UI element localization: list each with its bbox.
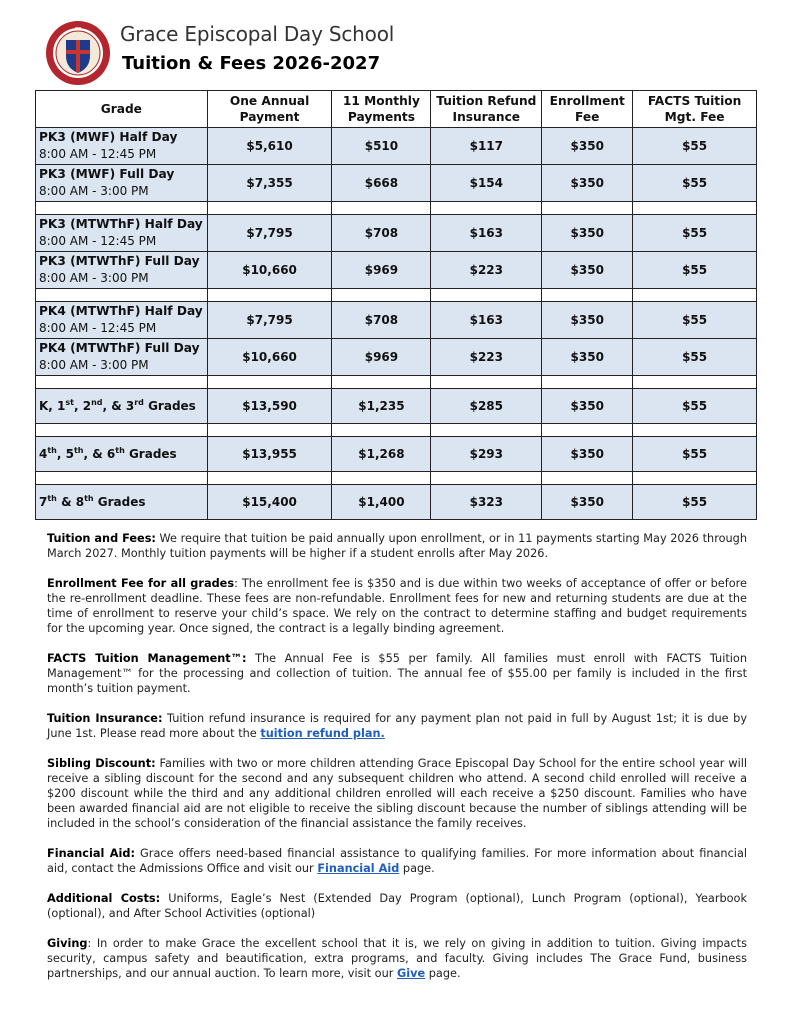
insurance-cell: $323 [431, 485, 542, 520]
grade-name: PK3 (MTWThF) Half Day [39, 217, 203, 231]
grade-time: 8:00 AM - 12:45 PM [39, 234, 157, 248]
insurance-cell: $223 [431, 339, 542, 376]
facts-cell: $55 [633, 485, 757, 520]
enrollment-cell: $350 [542, 302, 633, 339]
facts-cell: $55 [633, 165, 757, 202]
header-facts: FACTS Tuition Mgt. Fee [633, 91, 757, 128]
spacer-row [36, 202, 757, 215]
grade-name: PK3 (MWF) Full Day [39, 167, 175, 181]
monthly-cell: $969 [332, 339, 431, 376]
monthly-cell: $708 [332, 215, 431, 252]
annual-cell: $10,660 [207, 252, 332, 289]
grade-name: PK4 (MTWThF) Half Day [39, 304, 203, 318]
facts-cell: $55 [633, 215, 757, 252]
header-annual: One Annual Payment [207, 91, 332, 128]
facts-section: FACTS Tuition Management™: The Annual Fee is $55 per family. All families must enroll with FACTS Tuition Management™ for the processing and collection of tuition. The annual fee of $55.00 per family is included in the first month’s tuition payment. [47, 652, 747, 695]
insurance-cell: $293 [431, 437, 542, 472]
grade-name: PK3 (MTWThF) Full Day [39, 254, 200, 268]
facts-cell: $55 [633, 302, 757, 339]
annual-cell: $7,355 [207, 165, 332, 202]
spacer-row [36, 376, 757, 389]
insurance-cell: $285 [431, 389, 542, 424]
enrollment-cell: $350 [542, 437, 633, 472]
give-link[interactable]: Give [396, 967, 426, 980]
facts-cell: $55 [633, 339, 757, 376]
facts-cell: $55 [633, 437, 757, 472]
grade-time: 8:00 AM - 3:00 PM [39, 358, 149, 372]
enrollment-cell: $350 [542, 128, 633, 165]
header-monthly: 11 Monthly Payments [332, 91, 431, 128]
grade-name: 7th & 8th Grades [36, 485, 208, 520]
grade-name: PK4 (MTWThF) Full Day [39, 341, 200, 355]
monthly-cell: $668 [332, 165, 431, 202]
grade-time: 8:00 AM - 3:00 PM [39, 271, 149, 285]
table-header-row [36, 91, 757, 128]
sibling-discount-section: Sibling Discount: Families with two or more children attending Grace Episcopal Day School for the entire school year will receive a sibling discount for the second and any subsequent children who attend. A second child enrolled will receive a $200 discount while the third and any additional children enrolled will each receive a $250 discount. Families who have been awarded financial aid are not eligible to receive the sibling discount because the number of siblings attending will be included in the school’s consideration of the financial assistance the family receives. [47, 757, 747, 830]
monthly-cell: $1,235 [332, 389, 431, 424]
grade-name: 4th, 5th, & 6th Grades [36, 437, 208, 472]
monthly-cell: $969 [332, 252, 431, 289]
document-title: Tuition & Fees 2026-2027 [122, 53, 381, 74]
enrollment-cell: $350 [542, 252, 633, 289]
monthly-cell: $510 [332, 128, 431, 165]
tuition-refund-plan-link[interactable]: tuition refund plan. [260, 727, 385, 740]
grade-time: 8:00 AM - 3:00 PM [39, 184, 149, 198]
table-row [36, 128, 757, 165]
giving-section: Giving: In order to make Grace the excellent school that it is, we rely on giving in addition to tuition. Giving impacts security, campus safety and beautification, extra programs, and faculty. Giving includes The Grace Fund, business partnerships, and our annual auction. To learn more, visit our Give page. [47, 937, 747, 980]
spacer-row [36, 289, 757, 302]
annual-cell: $7,795 [207, 215, 332, 252]
table-row [36, 252, 757, 289]
grade-time: 8:00 AM - 12:45 PM [39, 321, 157, 335]
header-insurance: Tuition Refund Insurance [431, 91, 542, 128]
monthly-cell: $708 [332, 302, 431, 339]
grade-time: 8:00 AM - 12:45 PM [39, 147, 157, 161]
school-name: Grace Episcopal Day School [120, 22, 395, 46]
table-row [36, 485, 757, 520]
table-row [36, 215, 757, 252]
facts-cell: $55 [633, 252, 757, 289]
annual-cell: $7,795 [207, 302, 332, 339]
insurance-cell: $163 [431, 215, 542, 252]
monthly-cell: $1,268 [332, 437, 431, 472]
enrollment-cell: $350 [542, 389, 633, 424]
facts-cell: $55 [633, 128, 757, 165]
annual-cell: $13,955 [207, 437, 332, 472]
insurance-cell: $163 [431, 302, 542, 339]
facts-cell: $55 [633, 389, 757, 424]
grade-name: PK3 (MWF) Half Day [39, 130, 178, 144]
table-row [36, 339, 757, 376]
tuition-table [35, 90, 757, 520]
financial-aid-link[interactable]: Financial Aid [317, 862, 400, 875]
header-enrollment: Enrollment Fee [542, 91, 633, 128]
table-row [36, 437, 757, 472]
monthly-cell: $1,400 [332, 485, 431, 520]
table-row [36, 165, 757, 202]
enrollment-cell: $350 [542, 485, 633, 520]
additional-costs-section: Additional Costs: Uniforms, Eagle’s Nest (Extended Day Program (optional), Lunch Program (optional), Yearbook (optional), and After School Activities (optional) [47, 892, 747, 920]
insurance-cell: $117 [431, 128, 542, 165]
school-seal-icon [45, 20, 111, 86]
financial-aid-section: Financial Aid: Grace offers need-based financial assistance to qualifying families. For more information about financial aid, contact the Admissions Office and visit our Financial Aid page. [47, 847, 748, 875]
annual-cell: $10,660 [207, 339, 332, 376]
spacer-row [36, 424, 757, 437]
insurance-cell: $223 [431, 252, 542, 289]
insurance-cell: $154 [431, 165, 542, 202]
table-row [36, 302, 757, 339]
table-row [36, 389, 757, 424]
enrollment-cell: $350 [542, 339, 633, 376]
policy-text [47, 531, 747, 996]
annual-cell: $13,590 [207, 389, 332, 424]
enrollment-cell: $350 [542, 215, 633, 252]
grade-name: K, 1st, 2nd, & 3rd Grades [36, 389, 208, 424]
header-grade: Grade [36, 91, 208, 128]
enrollment-cell: $350 [542, 165, 633, 202]
tuition-fees-section: Tuition and Fees: We require that tuition be paid annually upon enrollment, or in 11 payments starting May 2026 through March 2027. Monthly tuition payments will be higher if a student enrolls after May 2026. [47, 532, 747, 560]
enrollment-fee-section: Enrollment Fee for all grades: The enrollment fee is $350 and is due within two weeks of acceptance of offer or before the re-enrollment deadline. These fees are non-refundable. Enrollment fees for new and returning students are due at the time of enrollment to reserve your child’s space. We rely on the contract to determine staffing and budget requirements for the upcoming year. Once signed, the contract is a legally binding agreement. [47, 577, 747, 635]
spacer-row [36, 472, 757, 485]
annual-cell: $5,610 [207, 128, 332, 165]
tuition-insurance-section: Tuition Insurance: Tuition refund insurance is required for any payment plan not paid in full by August 1st; it is due by June 1st. Please read more about the tuition refund plan. [47, 712, 748, 740]
annual-cell: $15,400 [207, 485, 332, 520]
